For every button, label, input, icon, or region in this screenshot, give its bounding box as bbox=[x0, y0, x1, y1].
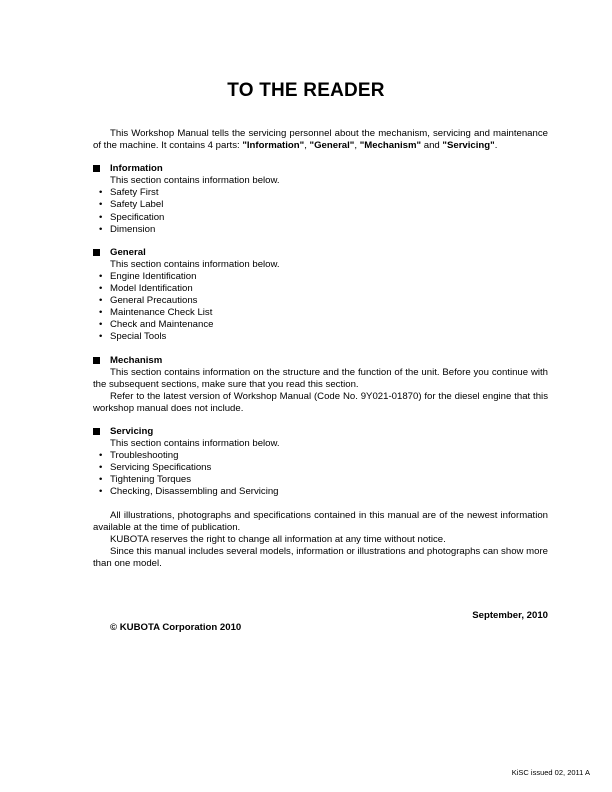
copyright-notice: © KUBOTA Corporation 2010 bbox=[110, 622, 242, 633]
list-item-label: Dimension bbox=[110, 223, 156, 235]
bullet-icon: • bbox=[99, 486, 103, 498]
list-item bbox=[93, 295, 548, 307]
intro-paragraph bbox=[93, 128, 548, 152]
intro-sep: , bbox=[304, 140, 310, 152]
section-information bbox=[93, 163, 548, 236]
bullet-icon: • bbox=[99, 295, 103, 307]
list-item bbox=[93, 450, 548, 462]
closing-paragraph: All illustrations, photographs and specifications contained in this manual are of the newest information available at the time of publication. bbox=[93, 509, 548, 533]
list-item-label: Servicing Specifications bbox=[110, 462, 212, 474]
square-bullet-icon bbox=[93, 249, 100, 256]
section-mechanism bbox=[93, 355, 548, 415]
list-item bbox=[93, 271, 548, 283]
bullet-icon: • bbox=[99, 462, 103, 474]
list-item-label: Check and Maintenance bbox=[110, 319, 214, 331]
bullet-icon: • bbox=[99, 199, 103, 211]
square-bullet-icon bbox=[93, 428, 100, 435]
bullet-icon: • bbox=[99, 331, 103, 343]
intro-end: . bbox=[494, 140, 498, 152]
list-item bbox=[93, 224, 548, 236]
list-item bbox=[93, 331, 548, 343]
list-item bbox=[93, 187, 548, 199]
list-item-label: Safety First bbox=[110, 187, 159, 199]
intro-part-mechanism: "Mechanism" bbox=[359, 140, 422, 152]
section-paragraph: Refer to the latest version of Workshop Manual (Code No. 9Y021-01870) for the diesel engine that this workshop manual does not include. bbox=[93, 390, 548, 414]
list-item-label: Tightening Torques bbox=[110, 474, 192, 486]
intro-part-servicing: "Servicing" bbox=[442, 140, 495, 152]
list-item bbox=[93, 462, 548, 474]
list-item-label: Maintenance Check List bbox=[110, 307, 213, 319]
section-heading bbox=[93, 355, 548, 367]
list-item-label: Specification bbox=[110, 211, 165, 223]
list-item-label: Engine Identification bbox=[110, 270, 197, 282]
section-heading bbox=[93, 426, 548, 438]
section-item-list bbox=[93, 450, 548, 498]
square-bullet-icon bbox=[93, 165, 100, 172]
list-item bbox=[93, 307, 548, 319]
list-item-label: Checking, Disassembling and Servicing bbox=[110, 486, 279, 498]
intro-text: This Workshop Manual tells the servicing personnel about the mechanism, servicing and maintenance of the machine. It contains 4 parts: bbox=[93, 128, 548, 152]
list-item bbox=[93, 474, 548, 486]
publication-date: September, 2010 bbox=[472, 610, 548, 621]
intro-part-information: "Information" bbox=[242, 140, 305, 152]
bullet-icon: • bbox=[99, 474, 103, 486]
list-item bbox=[93, 283, 548, 295]
bullet-icon: • bbox=[99, 223, 103, 235]
bullet-icon: • bbox=[99, 211, 103, 223]
intro-sep: and bbox=[421, 140, 443, 152]
section-heading bbox=[93, 163, 548, 175]
list-item bbox=[93, 319, 548, 331]
list-item-label: Special Tools bbox=[110, 331, 167, 343]
list-item-label: Safety Label bbox=[110, 199, 164, 211]
intro-part-general: "General" bbox=[309, 140, 355, 152]
section-description: This section contains information below. bbox=[110, 175, 280, 187]
closing-paragraph: Since this manual includes several models, information or illustrations and photographs can show more than one model. bbox=[93, 545, 548, 569]
section-description: This section contains information below. bbox=[110, 438, 280, 450]
square-bullet-icon bbox=[93, 357, 100, 364]
bullet-icon: • bbox=[99, 283, 103, 295]
list-item bbox=[93, 212, 548, 224]
list-item-label: Model Identification bbox=[110, 283, 193, 295]
bullet-icon: • bbox=[99, 270, 103, 282]
section-heading-label: Information bbox=[110, 163, 163, 175]
list-item bbox=[93, 486, 548, 498]
section-heading-label: Mechanism bbox=[110, 354, 163, 366]
bullet-icon: • bbox=[99, 450, 103, 462]
issue-footer: KiSC issued 02, 2011 A bbox=[511, 768, 590, 777]
section-general bbox=[93, 247, 548, 344]
section-servicing bbox=[93, 426, 548, 499]
section-heading-label: General bbox=[110, 246, 146, 258]
section-description: This section contains information below. bbox=[110, 258, 280, 270]
section-paragraph: This section contains information on the structure and the function of the unit. Before you continue with the subsequent sections, make sure that you read this section. bbox=[93, 366, 548, 390]
bullet-icon: • bbox=[99, 187, 103, 199]
section-item-list bbox=[93, 187, 548, 235]
list-item-label: Troubleshooting bbox=[110, 450, 179, 462]
list-item-label: General Precautions bbox=[110, 295, 198, 307]
closing-notes bbox=[93, 510, 548, 570]
document-body bbox=[93, 128, 548, 570]
section-heading-label: Servicing bbox=[110, 425, 154, 437]
bullet-icon: • bbox=[99, 307, 103, 319]
list-item bbox=[93, 199, 548, 211]
section-item-list bbox=[93, 271, 548, 344]
closing-paragraph: KUBOTA reserves the right to change all information at any time without notice. bbox=[110, 533, 446, 545]
intro-sep: , bbox=[354, 140, 360, 152]
bullet-icon: • bbox=[99, 319, 103, 331]
page-title: TO THE READER bbox=[227, 80, 385, 101]
section-heading bbox=[93, 247, 548, 259]
